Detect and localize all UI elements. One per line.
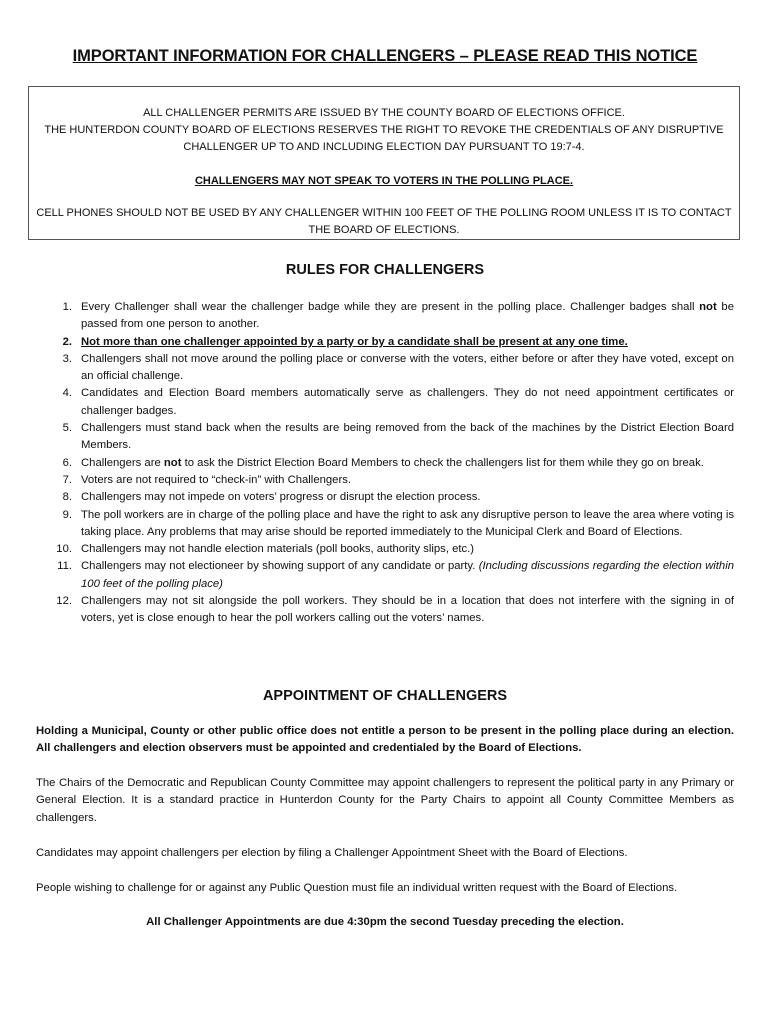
rule-item	[38, 558, 734, 593]
rule-number: 10.	[56, 543, 72, 556]
rule-number: 2.	[62, 335, 72, 348]
rule-item	[38, 420, 734, 455]
rule-note: (Including discussions regarding the election within 100 feet of the polling place)	[81, 560, 734, 590]
rule-text: Challengers are	[81, 456, 164, 469]
notice-line-cell-phones: CELL PHONES SHOULD NOT BE USED BY ANY CHALLENGER WITHIN 100 FEET OF THE POLLING ROOM UNLESS IT IS TO CONTACT THE BOARD OF ELECTIONS.	[36, 207, 732, 236]
rule-number: 3.	[62, 352, 72, 365]
rule-number: 5.	[62, 422, 72, 435]
rule-item	[38, 489, 734, 506]
rule-item	[38, 334, 734, 351]
notice-line-no-speaking: CHALLENGERS MAY NOT SPEAK TO VOTERS IN THE POLLING PLACE.	[194, 175, 574, 187]
rule-text: Challengers may not electioneer by showing support of any candidate or party.	[81, 560, 479, 573]
rule-text: The poll workers are in charge of the polling place and have the right to ask any disruptive person to leave the area where voting is taking place. Any problems that may arise should be reported immediately to the Municipal Clerk and Board of Elections.	[81, 508, 734, 538]
rule-text: Challengers must stand back when the results are being removed from the back of the machines by the District Election Board Members.	[81, 422, 734, 452]
appointment-public-question-paragraph: People wishing to challenge for or against any Public Question must file an individual written request with the Board of Elections.	[36, 882, 678, 894]
appointment-candidates-paragraph: Candidates may appoint challengers per election by filing a Challenger Appointment Sheet with the Board of Elections.	[36, 847, 628, 859]
rule-emphasis: not	[699, 301, 717, 313]
rule-text: Not more than one challenger appointed by a party or by a candidate shall be present at any one time.	[81, 335, 628, 348]
rule-number: 4.	[62, 387, 72, 400]
appointment-heading: APPOINTMENT OF CHALLENGERS	[262, 688, 508, 704]
rule-number: 12.	[56, 595, 72, 608]
rule-text: Challengers may not sit alongside the poll workers. They should be in a location that does not interfere with the signing in of voters, yet is close enough to hear the poll workers calling out the voters’ names.	[81, 595, 734, 625]
rule-number: 9.	[62, 508, 72, 521]
rule-text: Challengers may not impede on voters’ progress or disrupt the election process.	[81, 491, 481, 504]
rule-item	[38, 385, 734, 420]
rule-item	[38, 472, 734, 489]
notice-box	[28, 86, 740, 240]
appointment-party-chairs-paragraph: The Chairs of the Democratic and Republican County Committee may appoint challengers to represent the political party in any Primary or General Election. It is a standard practice in Hunterdon County for the Party Chairs to appoint all County Committee Members as challengers.	[36, 777, 734, 824]
appointment-deadline-paragraph: All Challenger Appointments are due 4:30pm the second Tuesday preceding the election.	[146, 916, 624, 928]
rule-text: Candidates and Election Board members automatically serve as challengers. They do not need appointment certificates or challenger badges.	[81, 387, 734, 417]
rule-number: 7.	[62, 473, 72, 486]
rule-item	[38, 455, 734, 472]
notice-line-permits: ALL CHALLENGER PERMITS ARE ISSUED BY THE COUNTY BOARD OF ELECTIONS OFFICE.	[143, 107, 625, 119]
rules-list	[38, 299, 734, 628]
rule-item	[38, 351, 734, 386]
appointment-public-office-paragraph: Holding a Municipal, County or other public office does not entitle a person to be present in the polling place during an election. All challengers and election observers must be appointed and credentialed by the Board of Elections.	[36, 725, 734, 755]
rules-heading: RULES FOR CHALLENGERS	[285, 262, 485, 278]
rule-text: Challengers may not handle election materials (poll books, authority slips, etc.)	[81, 543, 475, 556]
rule-item	[38, 541, 734, 558]
rule-item	[38, 593, 734, 628]
rule-number: 1.	[62, 301, 72, 313]
page-title: IMPORTANT INFORMATION FOR CHALLENGERS – PLEASE READ THIS NOTICE	[72, 47, 698, 65]
rule-number: 11.	[57, 560, 72, 573]
notice-permits-text	[33, 105, 735, 156]
rule-text: Every Challenger shall wear the challenger badge while they are present in the polling place. Challenger badges shall	[81, 301, 700, 313]
rule-text: Voters are not required to “check-in” with Challengers.	[81, 473, 351, 486]
rule-emphasis: not	[163, 456, 182, 469]
rule-item	[38, 299, 734, 334]
rule-text: to ask the District Election Board Members to check the challengers list for them while they go on break.	[181, 456, 704, 469]
rule-text: be passed from one person to another.	[81, 301, 734, 331]
notice-line-revoke: THE HUNTERDON COUNTY BOARD OF ELECTIONS RESERVES THE RIGHT TO REVOKE THE CREDENTIALS OF ANY DISRUPTIVE CHALLENGER UP TO AND INCLUDING ELECTION DAY PURSUANT TO 19:7-4.	[44, 124, 724, 153]
rule-number: 8.	[62, 491, 72, 504]
rule-text: Challengers shall not move around the polling place or converse with the voters, either before or after they have voted, except on an official challenge.	[81, 352, 734, 383]
rule-item	[38, 507, 734, 542]
rule-number: 6.	[62, 456, 72, 469]
